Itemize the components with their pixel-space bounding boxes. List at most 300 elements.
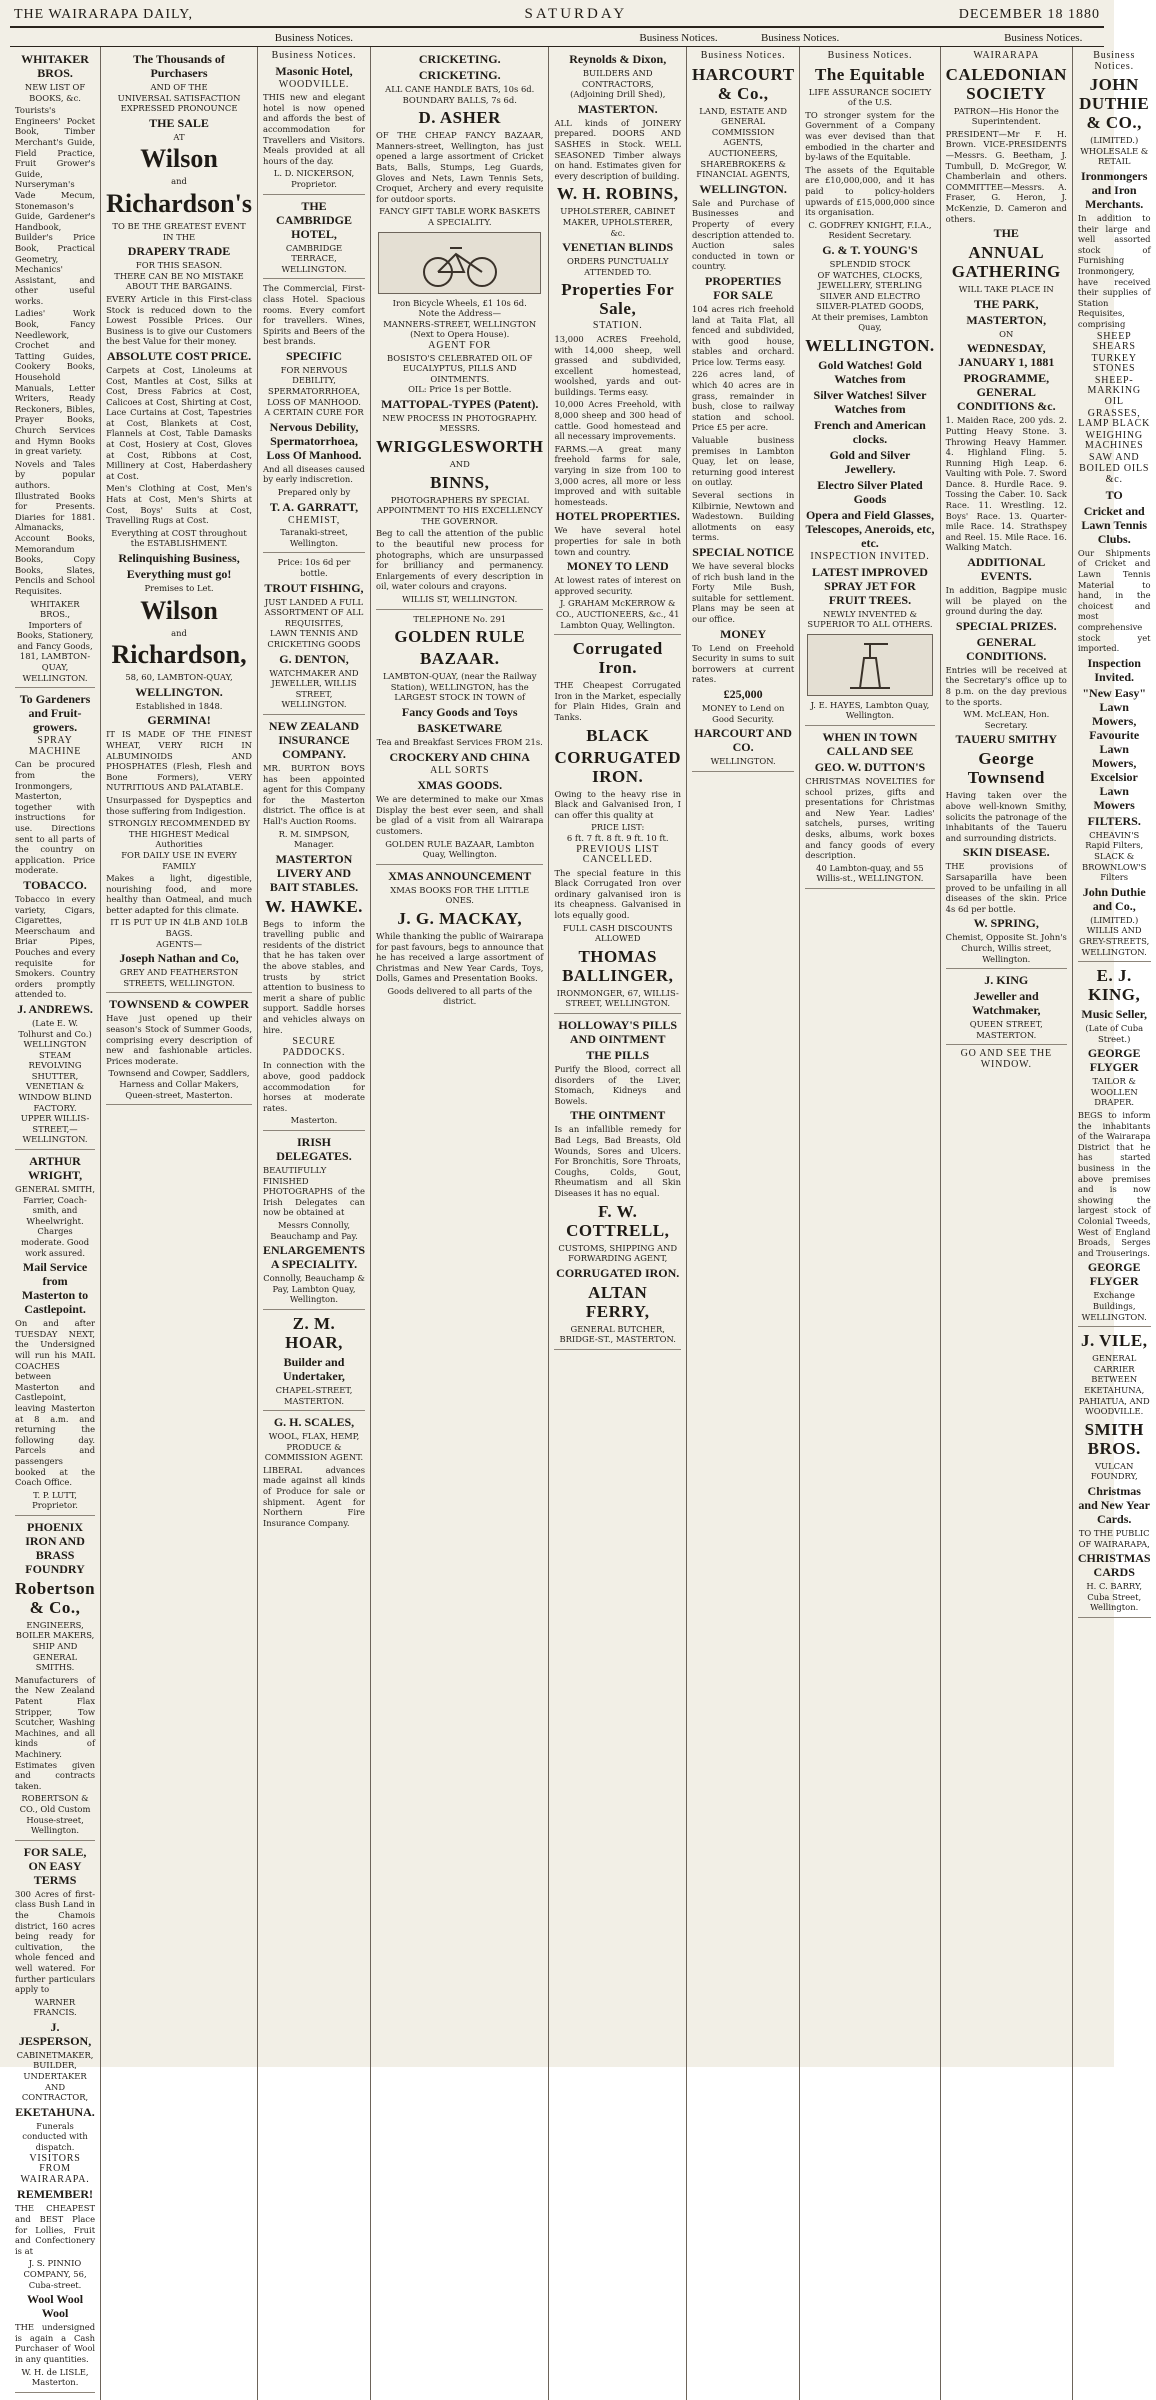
ad-line: (Adjoining Drill Shed),: [570, 89, 666, 100]
ad-heading: TO: [1105, 487, 1123, 502]
ad-heading: Inspection Invited.: [1087, 655, 1141, 684]
ad-line: IT IS PUT UP IN 4LB AND 10LB BAGS.: [110, 917, 248, 939]
ad-heading: GENERAL CONDITIONS.: [966, 634, 1047, 663]
ad-paragraph: Novels and Tales by popular authors. Illustrated Books for Presents. Diaries for 1881. Almanacks, Account Books, Memorandum Books, Copy Books, Slates, Pencils and School Requisites.: [15, 458, 96, 596]
ad-line: QUEEN STREET, MASTERTON.: [969, 1019, 1043, 1040]
ad-line: and: [171, 176, 187, 187]
ad-paragraph: Several sections in Kilbirnie, Newtown and Wadestown. Building allotments on easy terms.: [691, 490, 795, 543]
ad-line: FULL CASH DISCOUNTS ALLOWED: [562, 922, 673, 944]
masthead-middle: SATURDAY: [524, 6, 628, 22]
ad-line: BUILDERS AND CONTRACTORS,: [581, 68, 654, 89]
ad-divider: [1078, 961, 1151, 962]
ad-title: GOLDEN RULE: [394, 627, 526, 647]
ad-heading: Christmas and New Year Cards.: [1078, 1483, 1150, 1526]
ad-title: ALTAN FERRY,: [585, 1282, 650, 1321]
ad-heading: Joseph Nathan and Co,: [119, 951, 239, 966]
ad-line: PRICE LIST:: [591, 822, 645, 833]
ad-heading: J. KING: [984, 973, 1029, 988]
ad-paragraph: Our Shipments of Cricket and Lawn Tennis Material to hand, in the choicest and most comprehensive stock yet imported.: [1077, 547, 1151, 654]
ad-heading: NEW ZEALAND INSURANCE COMPANY.: [268, 718, 360, 761]
ad-line: PHOTOGRAPHERS BY SPECIAL APPOINTMENT TO HIS EXCELLENCY THE GOVERNOR.: [376, 494, 543, 526]
ad-line: Price: 10s 6d per bottle.: [277, 557, 351, 578]
ad-divider: [263, 1130, 365, 1131]
section-heading-1: [10, 30, 132, 46]
ad-heading: IRISH DELEGATES.: [276, 1134, 352, 1163]
ad-heading: WHITAKER BROS.: [21, 52, 89, 80]
ad-title: The Equitable: [814, 64, 925, 84]
ad-title: HARCOURT & Co.,: [691, 64, 795, 103]
ad-line: OF WATCHES, CLOCKS, JEWELLERY, STERLING SILVER AND ELECTRO SILVER-PLATED GOODS,: [815, 269, 924, 312]
ad-line: WILLIS ST, WELLINGTON.: [402, 594, 518, 604]
ad-paragraph: We are determined to make our Xmas Display the best ever seen, and shall be glad of a visit from all Wairarapa customers.: [376, 794, 544, 836]
ad-line: THERE CAN BE NO MISTAKE ABOUT THE BARGAINS.: [114, 270, 244, 292]
ad-line: WOOL, FLAX, HEMP, PRODUCE & COMMISSION AGENT.: [264, 1431, 364, 1463]
ad-line: AT: [173, 131, 185, 142]
ad-line: FOR DAILY USE IN EVERY FAMILY: [121, 849, 237, 871]
ad-line: ENGINEERS, BOILER MAKERS, SHIP AND GENERAL SMITHS.: [15, 1619, 95, 1673]
ad-line: NEW PROCESS IN PHOTOGRAPHY.: [382, 412, 538, 423]
ad-display-title: Richardson,: [111, 640, 247, 670]
ad-heading: Mail Service from Masterton to Castlepoint.: [21, 1260, 89, 1317]
ad-divider: [106, 992, 252, 993]
ad-line: GENERAL CARRIER BETWEEN EKETAHUNA, PAHIATUA, AND WOODVILLE.: [1078, 1353, 1150, 1417]
ad-title: SMITH BROS.: [1084, 1419, 1144, 1458]
ad-heading: SPECIAL PRIZES.: [955, 618, 1057, 633]
ad-heading: Jeweller and Watchmaker,: [971, 989, 1041, 1018]
ad-title: ANNUAL GATHERING: [951, 243, 1061, 282]
column-1: [10, 47, 101, 2400]
ad-heading: W. SPRING,: [973, 916, 1039, 931]
ad-line: Messrs Connolly, Beauchamp and Pay.: [270, 1219, 358, 1241]
ad-heading: DRAPERY TRADE: [127, 244, 231, 259]
ad-line: Taranaki-street, Wellington.: [280, 527, 348, 548]
ad-line: WHITAKER BROS.,: [30, 598, 80, 620]
ad-heading: To Gardeners and Fruit-growers.: [19, 692, 91, 735]
ad-title: BINNS,: [430, 472, 490, 492]
ad-line: Townsend and Cowper, Saddlers, Harness and Collar Makers, Queen-street, Masterton.: [108, 1068, 250, 1100]
ad-heading: THE PARK,: [974, 296, 1039, 311]
ad-heading: ENLARGEMENTS A SPECIALITY.: [262, 1243, 366, 1272]
ad-heading: John Duthie and Co.,: [1082, 884, 1146, 913]
ad-line: Tea and Breakfast Services FROM 21s.: [376, 736, 543, 747]
ad-divider: [376, 609, 543, 610]
ad-heading: WEDNESDAY, JANUARY 1, 1881: [958, 341, 1055, 370]
ad-paragraph: On and after TUESDAY NEXT, the Undersigned will run his MAIL COACHES between Masterton and Castlepoint, leaving Masterton at 8 a.m. and returning the following day. Parcels and passengers booked at the Coach Office.: [15, 1318, 96, 1488]
ad-heading: TAUERU SMITHY: [955, 732, 1057, 747]
ad-paragraph: We have several blocks of rich bush land in the Forty Mile Bush, suitable for settlement. Plans may be seen at our office.: [691, 560, 795, 624]
ad-paragraph: While thanking the public of Wairarapa for past favours, begs to announce that he has received a large assortment of Christmas and New Year Cards, Toys, Dolls, Games and Presentation Books.: [376, 930, 544, 984]
ad-line: STRONGLY RECOMMENDED BY THE HIGHEST Medical Authorities: [108, 818, 250, 850]
ad-heading: CROCKERY AND CHINA: [389, 749, 530, 764]
ad-heading: £25,000: [723, 686, 763, 701]
ad-subheading: GRASSES, LAMP BLACK: [1078, 407, 1151, 430]
ad-line: FOR THIS SEASON.: [135, 260, 223, 271]
ad-paragraph: Ladies' Work Book, Fancy Needlework, Crochet and Tatting Guides, Cookery Books, Household Manuals, Letter Writers, Ready Reckoners, Bibles, Prayer Books, Church Services and Hymn Books in great variety.: [15, 308, 96, 457]
ad-line: TO BE THE GREATEST EVENT IN THE: [112, 220, 246, 242]
column-7: [800, 47, 940, 2400]
ad-title: Robertson & Co.,: [15, 1578, 96, 1617]
ad-heading: TOWNSEND & COWPER: [109, 997, 249, 1012]
ad-paragraph: The special feature in this Black Corrugated Iron over ordinary galvanised iron is its cheapness. Galvanised in lots equally good.: [554, 867, 681, 921]
ad-paragraph: LIBERAL advances made against all kinds of Produce for sale or shipment. Agent for Northern Fire Insurance Company.: [262, 1464, 366, 1528]
ad-display-title: Wilson: [140, 144, 218, 174]
ad-heading: GEORGE FLYGER: [1087, 1260, 1141, 1289]
ad-heading: THE CAMBRIDGE HOTEL,: [275, 198, 352, 241]
ad-divider: [15, 687, 95, 688]
ad-divider: [805, 888, 934, 889]
ad-title: CALEDONIAN SOCIETY: [945, 64, 1067, 103]
section-heading-7: Business Notices.: [760, 32, 840, 44]
ad-title: George Townsend: [967, 749, 1045, 788]
ad-line: (Late E. W. Tolhurst and Co.): [18, 1017, 92, 1039]
ad-paragraph: In addition, Bagpipe music will be played on the ground during the day.: [945, 585, 1067, 617]
ad-title: W. H. ROBINS,: [556, 184, 679, 204]
ad-subheading: SPRAY MACHINE: [28, 735, 82, 757]
ad-line: J. E. HAYES, Lambton Quay, Wellington.: [810, 699, 930, 721]
ad-title: D. ASHER: [418, 108, 501, 128]
ad-paragraph: The assets of the Equitable are £10,000,000, and it has paid to policy-holders upwards of £15,000,000 since its organisation.: [805, 164, 935, 218]
ad-paragraph: MR. BURTON BOYS has been appointed agent for this Company for the Masterton district. The office is at Hall's Auction Rooms.: [262, 762, 366, 826]
ad-line: CUSTOMS, SHIPPING AND FORWARDING AGENT,: [558, 1242, 678, 1264]
ad-line: GENERAL SMITH, Farrier, Coach-smith, and Wheelwright. Charges moderate. Good work assured.: [15, 1184, 96, 1258]
ad-heading: ARTHUR WRIGHT,: [27, 1154, 83, 1183]
ad-heading: XMAS GOODS.: [417, 778, 503, 793]
ad-heading: GEORGE FLYGER: [1087, 1046, 1141, 1075]
ad-heading: VENETIAN BLINDS: [562, 240, 674, 255]
ad-title: J. VILE,: [1080, 1331, 1148, 1351]
ad-line: Chemist, Opposite St. John's Church, Willis street, Wellington.: [945, 932, 1067, 964]
ad-display-title: Wilson: [140, 595, 218, 625]
ad-line: XMAS BOOKS FOR THE LITTLE ONES.: [390, 884, 530, 906]
ad-paragraph: Unsurpassed for Dyspeptics and those suffering from Indigestion.: [106, 794, 252, 816]
ad-line: LAWN TENNIS AND CRICKETING GOODS: [267, 628, 361, 649]
ad-divider: [106, 1104, 252, 1105]
ad-line: CHAPEL-STREET, MASTERTON.: [275, 1384, 353, 1406]
ad-line: 40 Lambton-quay, and 55 Willis-st., WELLINGTON.: [816, 862, 924, 884]
ad-line: LAMBTON-QUAY, (near the Railway Station), WELLINGTON, has the LARGEST STOCK IN TOWN of: [382, 671, 537, 703]
ad-line: AND: [449, 459, 470, 470]
ad-line: WILL TAKE PLACE IN: [958, 284, 1054, 295]
masthead-left: THE WAIRARAPA DAILY,: [14, 7, 193, 22]
ad-heading: HOLLOWAY'S PILLS AND OINTMENT: [558, 1018, 678, 1047]
ad-heading: THE OINTMENT: [570, 1108, 666, 1123]
ad-subheading: Business Notices.: [271, 50, 357, 61]
ad-heading: SPECIFIC: [285, 348, 342, 363]
ad-paragraph: 10,000 Acres Freehold, with 8,000 sheep and 300 head of cattle. Good homestead and all necessary improvements.: [554, 399, 681, 442]
ad-paragraph: And all diseases caused by early indiscretion.: [262, 463, 366, 485]
ad-line: MESSRS.: [439, 423, 480, 434]
ad-line: FOR NERVOUS DEBILITY, SPERMATORRHOEA, LOSS OF MANHOOD.: [267, 364, 361, 407]
ad-line: ALL CANE HANDLE BATS, 10s 6d. BOUNDARY BALLS, 7s 6d.: [385, 84, 535, 105]
ad-heading: PROGRAMME, GENERAL CONDITIONS &c.: [956, 371, 1056, 414]
ad-heading: Reynolds & Dixon,: [569, 52, 667, 66]
ad-paragraph: Manufacturers of the New Zealand Patent Flax Stripper, Tow Scutcher, Washing Machines, and all kinds of Machinery. Estimates given and contracts taken.: [15, 1674, 96, 1791]
ad-divider: [554, 1349, 681, 1350]
ad-line: 6 ft. 7 ft. 8 ft. 9 ft. 10 ft.: [566, 832, 669, 843]
ad-heading: REMEMBER!: [17, 2187, 94, 2202]
ad-line: Premises to Let.: [144, 583, 214, 593]
ad-subheading: ALL SORTS: [430, 764, 490, 776]
ad-heading: J. JESPERSON,: [18, 2019, 92, 2048]
ad-subheading: SHEEP SHEARS: [1092, 330, 1136, 353]
ad-subheading: GO AND SEE THE WINDOW.: [960, 1048, 1052, 1070]
ad-paragraph: Tourists's Engineers' Pocket Book, Timber Merchant's Guide, Field Practice, Fruit Grower's Guide, Nurseryman's Vade Mecum, Stonemason's Guide, Gardener's Handbook, Builder's Price Book, Practical Geometry, Mechanics' Assistant, and other useful works.: [15, 105, 96, 306]
ad-line: Connolly, Beauchamp & Pay, Lambton Quay, Wellington.: [263, 1273, 365, 1305]
ad-heading: French and American clocks.: [814, 418, 926, 447]
ad-title: JOHN DUTHIE & CO.,: [1079, 75, 1150, 133]
ad-line: Prepared only by: [277, 487, 351, 498]
ad-paragraph: Entries will be received at the Secretary's office up to 8 p.m. on the day previous to the sports.: [945, 664, 1067, 707]
ad-divider: [263, 1309, 365, 1310]
bicycle-illustration: [378, 232, 541, 294]
ad-line: ROBERTSON & CO., Old Custom House-street, Wellington.: [19, 1793, 91, 1836]
ad-heading: SKIN DISEASE.: [962, 845, 1050, 860]
ad-paragraph: 300 Acres of first-class Bush Land in the Chamois district, 160 acres being ready for cultivation, the whole fenced and well watered. For further particulars apply to: [15, 1888, 96, 1995]
ad-paragraph: THIS new and elegant hotel is now opened and affords the best of accommodation for Travellers and Visitors. Meals provided at all hours of the day.: [262, 92, 366, 166]
ad-title: Corrugated Iron.: [572, 639, 663, 678]
section-heading-9: Business Notices.: [1004, 32, 1083, 44]
ad-heading: THE PILLS: [586, 1048, 650, 1063]
ad-divider: [554, 634, 681, 635]
ad-heading: The Thousands of Purchasers: [133, 52, 225, 80]
column-6: [687, 47, 800, 2400]
columns: [10, 47, 1151, 2388]
ad-title: J. G. MACKAY,: [397, 908, 523, 928]
ad-title: Z. M. HOAR,: [285, 1313, 343, 1352]
ad-line: Everything at COST throughout the ESTABLISHMENT.: [111, 527, 247, 549]
ad-line: IRONMONGER, 67, WILLIS-STREET, WELLINGTON.: [556, 987, 679, 1009]
ad-line: VULCAN FOUNDRY,: [1090, 1460, 1138, 1482]
ad-line: A CERTAIN CURE FOR: [264, 407, 364, 418]
ad-paragraph: PRESIDENT—Mr F. H. Brown. VICE-PRESIDENTS—Messrs. G. Beetham, J. Tumbull, D. McGregor, W. Chamberlain and others. COMMITTEE—Messrs. A. Fraser, G. Heron, J. McKenzie, D. Cameron and others.: [945, 128, 1067, 224]
ad-paragraph: Valuable business premises in Lambton Quay, let on lease, returning good interest on outlay.: [691, 435, 795, 488]
ad-title: WELLINGTON.: [805, 336, 935, 356]
ad-paragraph: Is an infallible remedy for Bad Legs, Bad Breasts, Old Wounds, Sores and Ulcers. For Bronchitis, Sore Throats, Coughs, Colds, Gout, Rheumatism and all Skin Diseases it has no equal.: [554, 1124, 681, 1198]
masthead: [10, 6, 1104, 28]
ad-heading: FILTERS.: [1087, 813, 1141, 828]
pump-illustration: [807, 634, 932, 696]
ad-heading: G. H. SCALES,: [273, 1415, 355, 1430]
ad-heading: Electro Silver Plated Goods: [817, 478, 923, 507]
column-9: [1073, 47, 1156, 2400]
ad-subheading: AGENT FOR: [428, 339, 492, 351]
ad-line: WM. McLEAN, Hon. Secretary.: [963, 709, 1050, 730]
section-heading-4: [375, 30, 497, 46]
ad-subheading: Business Notices.: [827, 50, 913, 61]
ad-divider: [946, 968, 1067, 969]
ad-heading: Fancy Goods and Toys: [401, 704, 518, 719]
ad-line: ORDERS PUNCTUALLY ATTENDED TO.: [566, 256, 669, 277]
ad-paragraph: Purify the Blood, correct all disorders of the Liver, Stomach, Kidneys and Bowels.: [554, 1064, 681, 1106]
ad-line: WATCHMAKER AND JEWELLER, WILLIS STREET, WELLINGTON.: [269, 667, 359, 710]
ad-paragraph: 13,000 ACRES Freehold, with 14,000 sheep, well grassed and subdivided, excellent homestead, woolshed, yards and out-buildings. Terms easy.: [554, 333, 681, 397]
ad-heading: GEO. W. DUTTON'S: [814, 760, 926, 775]
ad-line: At their premises, Lambton Quay,: [811, 311, 929, 333]
ad-heading: SPECIAL NOTICE: [692, 544, 794, 559]
ad-heading: MASTERTON LIVERY AND BAIT STABLES.: [269, 851, 359, 894]
ad-line: W. H. de LISLE, Masterton.: [21, 2366, 89, 2388]
ad-heading: Relinquishing Business,: [118, 551, 240, 565]
section-heading-6: Business Notices.: [639, 32, 718, 44]
ad-title: F. W. COTTRELL,: [566, 1201, 670, 1240]
ad-heading: MONEY: [720, 626, 767, 641]
ad-paragraph: We have several hotel properties for sale in both town and country.: [554, 525, 681, 557]
ad-divider: [15, 1515, 95, 1516]
ad-paragraph: Owing to the heavy rise in Black and Galvanised Iron, I can offer this quality at: [554, 788, 681, 820]
ad-line: GENERAL BUTCHER, BRIDGE-ST., MASTERTON.: [559, 1323, 676, 1345]
ad-line: CAMBRIDGE TERRACE, WELLINGTON.: [281, 242, 347, 274]
ad-title: CORRUGATED IRON.: [554, 747, 681, 786]
ad-heading: Music Seller,: [1081, 1007, 1147, 1022]
ad-subheading: Business Notices.: [700, 50, 786, 61]
ad-heading: Wool Wool Wool: [26, 2292, 84, 2321]
ad-title: W. HAWKE.: [265, 896, 363, 916]
ad-heading: MASTERTON,: [966, 312, 1047, 327]
ad-heading: MATTOPAL-TYPES (Patent).: [381, 396, 539, 411]
ad-heading: XMAS ANNOUNCEMENT: [388, 868, 532, 883]
ad-subheading: VISITORS FROM WAIRARAPA.: [20, 2152, 90, 2185]
ad-line: LAND, ESTATE AND GENERAL COMMISSION AGENTS, AUCTIONEERS, SHAREBROKERS & FINANCIAL AGENTS,: [696, 105, 790, 180]
ad-subheading: SAW AND BOILED OILS: [1079, 452, 1150, 474]
masthead-date: DECEMBER 18 1880: [958, 7, 1100, 22]
ad-heading: GERMINA!: [147, 713, 211, 728]
ad-paragraph: Makes a light, digestible, nourishing food, and more healthy than Oatmeal, and much better adapted for this climate.: [106, 873, 252, 915]
ad-line: JUST LANDED A FULL ASSORTMENT OF ALL REQUISITES,: [264, 596, 364, 628]
column-3: [258, 47, 371, 2400]
ad-heading: THE: [993, 226, 1019, 241]
ad-line: CHEAVIN'S Rapid Filters, SLACK & BROWNLOW'S Filters: [1082, 829, 1147, 883]
section-heading-5: [496, 30, 618, 46]
ad-line: TELEPHONE No. 291: [413, 613, 507, 624]
ad-paragraph: In connection with the above, good paddock accommodation for horses at moderate rates.: [262, 1060, 366, 1113]
ad-line: Goods delivered to all parts of the district.: [387, 985, 533, 1007]
ad-paragraph: FARMS.—A great many freehold farms for sale, varying in size from 100 to 3,000 acres, all more or less improved and with suitable homesteads.: [554, 443, 681, 507]
ad-line: WILLIS AND GREY-STREETS, WELLINGTON.: [1079, 925, 1150, 957]
ad-heading: Ironmongers and Iron Merchants.: [1080, 168, 1148, 211]
section-heading-3: Business Notices.: [274, 32, 353, 44]
ad-line: NEWLY INVENTED & SUPERIOR TO ALL OTHERS.: [807, 608, 933, 630]
ad-paragraph: ALL kinds of JOINERY prepared. DOORS AND SASHES in Stock. WELL SEASONED Timber always on hand. Estimates given for every description of building.: [554, 117, 681, 181]
ad-heading: Silver Watches! Silver Watches from: [813, 388, 927, 417]
column-4: [371, 47, 549, 2400]
ad-heading: Cricket and Lawn Tennis Clubs.: [1081, 503, 1148, 546]
ad-heading: "New Easy" Lawn Mowers, Favourite Lawn Mowers, Excelsior Lawn Mowers: [1082, 685, 1147, 812]
ad-heading: Opera and Field Glasses, Telescopes, Aneroids, etc, etc.: [805, 508, 935, 551]
ad-line: WELLINGTON.: [710, 756, 776, 767]
ad-line: Exchange Buildings, WELLINGTON.: [1081, 1290, 1147, 1322]
ad-line: Funerals conducted with dispatch.: [22, 2120, 88, 2153]
ad-line: UPHOLSTERER, CABINET MAKER, UPHOLSTERER, &c.: [560, 206, 676, 238]
ad-line: TO THE PUBLIC OF WAIRARAPA,: [1078, 1527, 1150, 1549]
ad-subheading: &c.: [1105, 474, 1123, 486]
ad-line: NEW LIST OF BOOKS, &c.: [24, 82, 86, 103]
ad-heading: G. & T. YOUNG'S: [822, 242, 918, 257]
ad-line: R. M. SIMPSON, Manager.: [278, 828, 350, 850]
ad-paragraph: 104 acres rich freehold land at Taita Flat, all fenced and subdivided, with good house, stables and orchard. Price low. Terms easy.: [691, 303, 795, 367]
ad-heading: Nervous Debility, Spermatorrhoea, Loss Of Manhood.: [266, 419, 362, 462]
ad-heading: EKETAHUNA.: [15, 2104, 95, 2119]
ad-subheading: WOODVILLE.: [278, 78, 350, 90]
ad-line: and: [171, 627, 187, 638]
ad-divider: [15, 2392, 95, 2393]
ad-heading: Gold and Silver Jewellery.: [829, 448, 911, 477]
ad-paragraph: THE Cheapest Corrugated Iron in the Market, especially for Plain Hides, Grain and Tanks.: [554, 680, 681, 722]
ad-line: GREY AND FEATHERSTON STREETS, WELLINGTON.: [119, 967, 239, 988]
ad-divider: [263, 278, 365, 279]
ad-line: Masterton.: [290, 1115, 338, 1126]
ad-heading: LATEST IMPROVED SPRAY JET FOR FRUIT TREES.: [812, 564, 928, 607]
ad-line: OIL: Price 1s per Bottle.: [408, 384, 512, 395]
ad-paragraph: 226 acres land, of which 40 acres are in grass, remainder in bush, close to railway station and school. Price £5 per acre.: [691, 369, 795, 433]
ad-heading: CRICKETING.: [418, 52, 501, 66]
ad-line: LIFE ASSURANCE SOCIETY of the U.S.: [808, 86, 932, 108]
ad-subheading: PREVIOUS LIST CANCELLED.: [576, 843, 660, 866]
ad-title: Properties For Sale,: [561, 280, 675, 319]
ad-display-title: Richardson's: [106, 188, 252, 218]
ad-line: WELLINGTON STEAM REVOLVING SHUTTER, VENETIAN & WINDOW BLIND FACTORY.: [18, 1039, 92, 1113]
ad-heading: T. A. GARRATT,: [269, 499, 359, 514]
ad-paragraph: In addition to their large and well assorted stock of Furnishing Ironmongery, have received their supplies of Station Requisites, comprising: [1077, 212, 1151, 329]
ad-title: BAZAAR.: [419, 649, 500, 669]
ad-line: AND OF THE: [150, 82, 208, 92]
column-8: [941, 47, 1073, 2400]
column-5: [549, 47, 687, 2400]
ad-line: CABINETMAKER, BUILDER, UNDERTAKER AND CONTRACTOR,: [16, 2049, 94, 2103]
ad-heading: Builder and Undertaker,: [283, 1354, 345, 1383]
ad-title: BLACK: [586, 725, 650, 745]
section-heading-2: [132, 30, 254, 46]
ad-divider: [1078, 1326, 1151, 1327]
ad-paragraph: 1. Maiden Race, 200 yds. 2. Putting Heavy Stone. 3. Throwing Heavy Hammer. 4. Highland Fling. 5. Running High Leap. 6. Vaulting with Pole. 7. Sword Dance. 8. Hurdle Race. 9. Tossing the Caber. 10. Sack Race. 11. Wrestling. 12. Boys' Race. 13. Quarter-mile Race. 14. Strathspey and Reel. 15. Mile Race. 16. Walking Match.: [945, 415, 1067, 553]
ad-divider: [554, 1013, 681, 1014]
ad-heading: TOBACCO.: [23, 877, 87, 892]
ad-heading: PROPERTIES FOR SALE: [704, 273, 782, 302]
ad-subheading: STATION.: [592, 320, 643, 332]
ad-paragraph: BEAUTIFULLY FINISHED PHOTOGRAPHS of the Irish Delegates can now be obtained at: [262, 1164, 366, 1218]
ad-heading: PHOENIX IRON AND BRASS FOUNDRY: [25, 1519, 85, 1576]
ad-subheading: SHEEP-MARKING OIL: [1087, 374, 1141, 408]
ad-paragraph: Sale and Purchase of Businesses and Property of every description attended to. Auction sales conducted in town or country.: [691, 197, 795, 272]
ad-line: AGENTS—: [156, 938, 202, 949]
ad-heading: TROUT FISHING,: [264, 580, 364, 595]
ad-subheading: WAIRARAPA: [973, 50, 1040, 61]
ad-line: UPPER WILLIS-STREET,—WELLINGTON.: [20, 1113, 90, 1145]
ad-paragraph: THE CHEAPEST and BEST Place for Lollies, Fruit and Confectionery is at: [15, 2203, 96, 2256]
ad-heading: THE SALE: [149, 115, 209, 130]
ad-paragraph: Begs to inform the travelling public and residents of the district that he has taken over the above stables, and trusts by strict attention to business to merit a share of public support. Saddle horses and vehicles always on hire.: [262, 918, 366, 1035]
ad-line: WHOLESALE & RETAIL: [1080, 145, 1149, 167]
ad-heading: HOTEL PROPERTIES.: [555, 509, 680, 524]
ad-line: (Late of Cuba Street.): [1085, 1023, 1144, 1044]
ad-paragraph: Men's Clothing at Cost, Men's Hats at Cost, Men's Shirts at Cost, Boys' Suits at Cost, Travelling Rugs at Cost.: [106, 483, 252, 526]
ad-line: MONEY to Lend on Good Security.: [701, 702, 785, 724]
ad-subheading: Business Notices.: [1093, 50, 1136, 72]
ad-divider: [263, 1410, 365, 1411]
ad-paragraph: IT IS MADE OF THE FINEST WHEAT, VERY RICH IN ALBUMINOIDS AND PHOSPHATES (Flesh, Flesh and Bone Formers), VERY NUTRITIOUS AND PALATABLE.: [106, 729, 252, 793]
ad-divider: [263, 194, 365, 195]
ad-line: T. P. LUTT, Proprietor.: [32, 1489, 78, 1511]
ad-subheading: TURKEY STONES: [1091, 352, 1137, 375]
ad-paragraph: Tobacco in every variety, Cigars, Cigarettes, Meerschaum and Briar Pipes, Pouches and every requisite for Smokers. Country orders promptly attended to.: [15, 893, 96, 1000]
ad-paragraph: BEGS to inform the inhabitants of the Wairarapa District that he has started business in the above premises and is now showing the largest stock of Colonial Tweeds, West of England Broads, Serges and Trouserings.: [1077, 1110, 1151, 1258]
ad-title: THOMAS BALLINGER,: [562, 946, 674, 985]
ad-heading: MONEY TO LEND: [566, 559, 669, 574]
ad-line: Importers of Books, Stationery, and Fancy Goods,: [16, 619, 94, 651]
ad-heading: J. ANDREWS.: [17, 1001, 93, 1016]
ad-paragraph: The Commercial, First-class Hotel. Spacious rooms. Every comfort for travellers. Wines, Spirits and Beers of the best brands.: [262, 283, 366, 347]
column-2: [101, 47, 258, 2400]
ad-line: 181, LAMBTON-QUAY, WELLINGTON.: [19, 651, 91, 683]
